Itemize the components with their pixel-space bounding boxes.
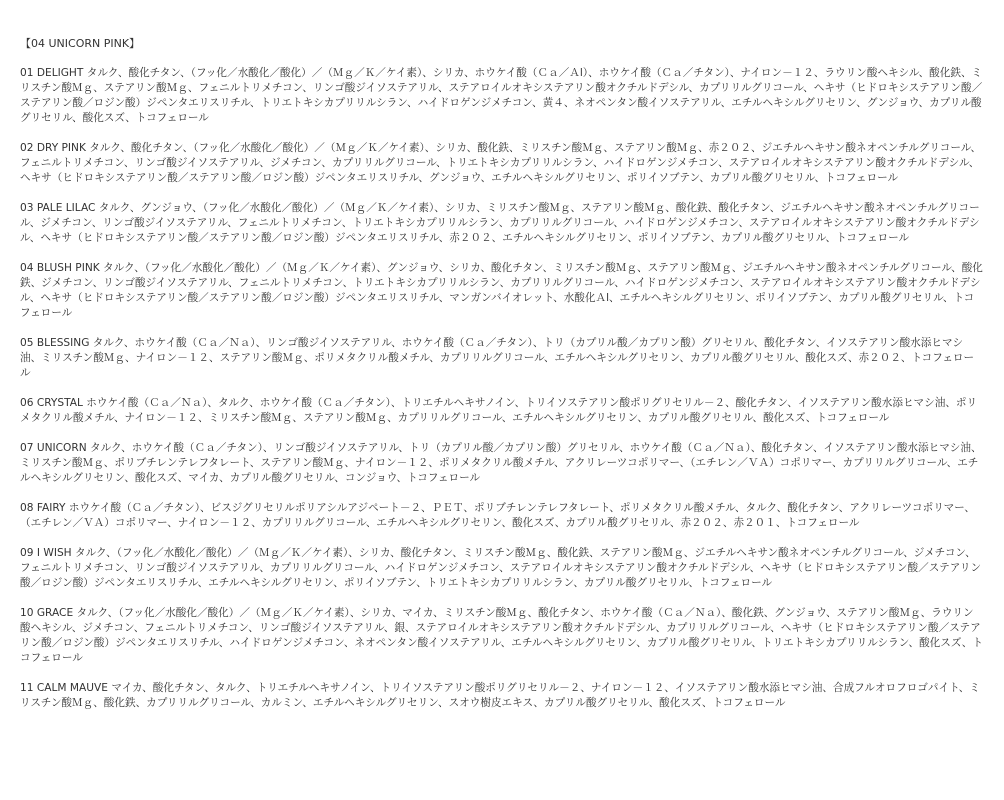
ingredient-entry-04: 04 BLUSH PINK タルク、（フッ化／水酸化／酸化）／（Ｍｇ／Ｋ／ケイ素）、グンジョウ、シリカ、酸化チタン、ミリスチン酸Ｍｇ、ステアリン酸Ｍｇ、ジエチルヘキサン酸ネオペンチルグリコール、酸化鉄、ジメチコン、リンゴ酸ジイソステアリル、フェニルトリメチコン、トリエトキシカプリリルシラン、カプリリルグリコール、ハイドロゲンジメチコン、ステアロイルオキシステアリン酸オクチルドデシル、ヘキサ（ヒドロキシステアリン酸／ステアリン酸／ロジン酸）ジペンタエリスリチル、マンガンバイオレット、水酸化Ａl、エチルヘキシルグリセリン、ポリイソブテン、カプリル酸グリセリル、トコフェロール <box>20 262 983 319</box>
product-title: 【04 UNICORN PINK】 <box>20 37 141 50</box>
ingredient-entry-05: 05 BLESSING タルク、ホウケイ酸（Ｃａ／Ｎａ）、リンゴ酸ジイソステアリル、ホウケイ酸（Ｃａ／チタン）、トリ（カプリル酸／カプリン酸）グリセリル、酸化チタン、イソステアリン酸水添ヒマシ油、ミリスチン酸Ｍｇ、ナイロン－１２、ステアリン酸Ｍｇ、ポリメタクリル酸メチル、カプリリルグリコール、エチルヘキシルグリセリン、カプリル酸グリセリル、酸化スズ、赤２０２、トコフェロール <box>20 337 975 379</box>
ingredient-entry-08: 08 FAIRY ホウケイ酸（Ｃａ／チタン）、ビスジグリセリルポリアシルアジペート－２、ＰＥＴ、ポリブチレンテレフタレート、ポリメタクリル酸メチル、タルク、酸化チタン、アクリレーツコポリマー、（エチレン／ＶＡ）コポリマー、ナイロン－１２、カプリリルグリコール、エチルヘキシルグリセリン、酸化スズ、カプリル酸グリセリル、赤２０２、赤２０１、トコフェロール <box>20 502 975 529</box>
ingredient-entry-10: 10 GRACE タルク、（フッ化／水酸化／酸化）／（Ｍｇ／Ｋ／ケイ素）、シリカ、マイカ、ミリスチン酸Ｍｇ、酸化チタン、ホウケイ酸（Ｃａ／Ｎａ）、酸化鉄、グンジョウ、ステアリン酸Ｍｇ、ラウリン酸ヘキシル、ジメチコン、フェニルトリメチコン、リンゴ酸ジイソステアリル、銀、ステアロイルオキシステアリン酸オクチルドデシル、カプリリルグリコール、ヘキサ（ヒドロキシステアリン酸／ステアリン酸／ロジン酸）ジペンタエリスリチル、ハイドロゲンジメチコン、ネオペンタン酸イソステアリル、エチルヘキシルグリセリン、カプリル酸グリセリル、トリエトキシカプリリルシラン、酸化スズ、トコフェロール <box>20 607 983 664</box>
ingredient-entry-07: 07 UNICORN タルク、ホウケイ酸（Ｃａ／チタン）、リンゴ酸ジイソステアリル、トリ（カプリル酸／カプリン酸）グリセリル、ホウケイ酸（Ｃａ／Ｎａ）、酸化チタン、イソステアリン酸水添ヒマシ油、ミリスチン酸Ｍｇ、ポリブチレンテレフタレート、ステアリン酸Ｍｇ、ナイロン－１２、ポリメタクリル酸メチル、アクリレーツコポリマー、（エチレン／ＶＡ）コポリマー、カプリリルグリコール、エチルヘキシルグリセリン、酸化スズ、マイカ、カプリル酸グリセリル、コンジョウ、トコフェロール <box>20 442 982 484</box>
ingredient-entry-02: 02 DRY PINK タルク、酸化チタン、（フッ化／水酸化／酸化）／（Ｍｇ／Ｋ／ケイ素）、シリカ、酸化鉄、ミリスチン酸Ｍｇ、ステアリン酸Ｍｇ、赤２０２、ジエチルヘキサン酸ネオペンチルグリコール、フェニルトリメチコン、リンゴ酸ジイソステアリル、ジメチコン、カプリリルグリコール、トリエトキシカプリリルシラン、ハイドロゲンジメチコン、ステアロイルオキシステアリン酸オクチルドデシル、ヘキサ（ヒドロキシステアリン酸／ステアリン酸／ロジン酸）ジペンタエリスリチル、グンジョウ、エチルヘキシルグリセリン、ポリイソブテン、カプリル酸グリセリル、トコフェロール <box>20 142 982 184</box>
ingredient-entry-06: 06 CRYSTAL ホウケイ酸（Ｃａ／Ｎａ）、タルク、ホウケイ酸（Ｃａ／チタン）、トリエチルヘキサノイン、トリイソステアリン酸ポリグリセリル－２、酸化チタン、イソステアリン酸水添ヒマシ油、ポリメタクリル酸メチル、ナイロン－１２、ミリスチン酸Ｍｇ、ステアリン酸Ｍｇ、カプリリルグリコール、エチルヘキシルグリセリン、カプリル酸グリセリル、酸化スズ、トコフェロール <box>20 397 978 424</box>
ingredient-entry-01: 01 DELIGHT タルク、酸化チタン、（フッ化／水酸化／酸化）／（Ｍｇ／Ｋ／ケイ素）、シリカ、ホウケイ酸（Ｃａ／Ａl）、ホウケイ酸（Ｃａ／チタン）、ナイロン－１２、ラウリン酸ヘキシル、酸化鉄、ミリスチン酸Ｍｇ、ステアリン酸Ｍｇ、フェニルトリメチコン、リンゴ酸ジイソステアリル、ステアロイルオキシステアリン酸オクチルドデシル、カプリリルグリコール、ヘキサ（ヒドロキシステアリン酸／ステアリン酸／ロジン酸）ジペンタエリスリチル、トリエトキシカプリリルシラン、ハイドロゲンジメチコン、黄４、ネオペンタン酸イソステアリル、エチルヘキシルグリセリン、グンジョウ、カプリル酸グリセリル、酸化スズ、トコフェロール <box>20 67 983 124</box>
ingredient-entry-09: 09 I WISH タルク、（フッ化／水酸化／酸化）／（Ｍｇ／Ｋ／ケイ素）、シリカ、酸化チタン、ミリスチン酸Ｍｇ、酸化鉄、ステアリン酸Ｍｇ、ジエチルヘキサン酸ネオペンチルグリコール、ジメチコン、フェニルトリメチコン、リンゴ酸ジイソステアリル、カプリリルグリコール、ハイドロゲンジメチコン、ステアロイルオキシステアリン酸オクチルドデシル、ヘキサ（ヒドロキシステアリン酸／ステアリン酸／ロジン酸）ジペンタエリスリチル、エチルヘキシルグリセリン、ポリイソブテン、トリエトキシカプリリルシラン、カプリル酸グリセリル、トコフェロール <box>20 547 982 589</box>
ingredient-entry-03: 03 PALE LILAC タルク、グンジョウ、（フッ化／水酸化／酸化）／（Ｍｇ／Ｋ／ケイ素）、シリカ、ミリスチン酸Ｍｇ、ステアリン酸Ｍｇ、酸化鉄、酸化チタン、ジエチルヘキサン酸ネオペンチルグリコール、ジメチコン、リンゴ酸ジイソステアリル、フェニルトリメチコン、トリエトキシカプリリルシラン、カプリリルグリコール、ハイドロゲンジメチコン、ステアロイルオキシステアリン酸オクチルドデシル、ヘキサ（ヒドロキシステアリン酸／ステアリン酸／ロジン酸）ジペンタエリスリチル、赤２０２、エチルヘキシルグリセリン、ポリイソブテン、カプリル酸グリセリル、トコフェロール <box>20 202 980 244</box>
ingredient-entry-11: 11 CALM MAUVE マイカ、酸化チタン、タルク、トリエチルヘキサノイン、トリイソステアリン酸ポリグリセリル－２、ナイロン－１２、イソステアリン酸水添ヒマシ油、合成フルオロフロゴパイト、ミリスチン酸Ｍｇ、酸化鉄、カプリリルグリコール、カルミン、エチルヘキシルグリセリン、スオウ樹皮エキス、カプリル酸グリセリル、酸化スズ、トコフェロール <box>20 682 980 709</box>
